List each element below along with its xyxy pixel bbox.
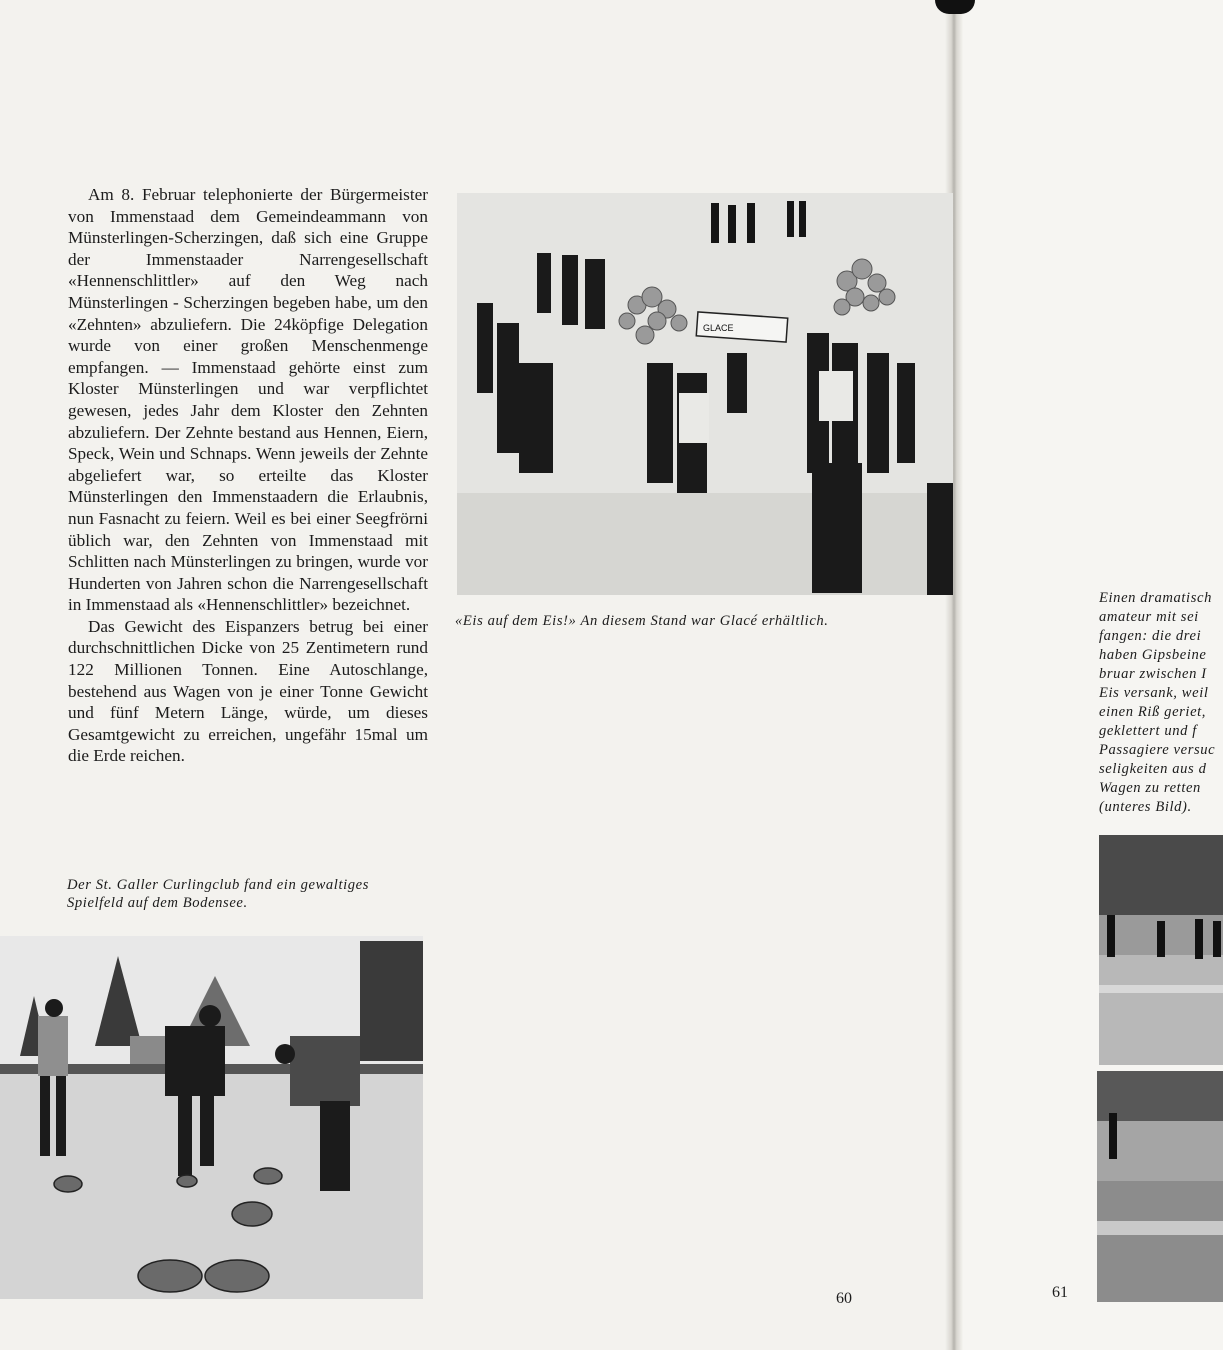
caption-line: Wagen zu retten — [1099, 780, 1201, 796]
caption-right-page — [1099, 589, 1223, 817]
caption-line: amateur mit sei — [1099, 609, 1199, 625]
caption-line: fangen: die drei — [1099, 628, 1202, 644]
caption-line: einen Riß geriet, — [1099, 704, 1207, 720]
caption-line: (unteres Bild). — [1099, 799, 1192, 815]
caption-line: bruar zwischen I — [1099, 666, 1207, 682]
article-body — [68, 184, 428, 767]
photo-curling-players — [0, 936, 423, 1299]
caption-line: haben Gipsbeine — [1099, 647, 1207, 663]
caption-eis-stand: «Eis auf dem Eis!» An diesem Stand war Glacé erhältlich. — [455, 613, 829, 629]
paragraph: Am 8. Februar telephonierte der Bürgermeister von Immenstaad dem Gemeindeammann von Münsterlingen-Scherzingen, daß sich eine Gruppe der Immenstaader Narrengesellschaft «Hennenschlittler» auf den Weg nach Münsterlingen - Scherzingen begeben habe, um den «Zehnten» abzuliefern. Die 24köpfige Delegation wurde von einer großen Menschenmenge empfangen. — Immenstaad gehörte einst zum Kloster Münsterlingen und war verpflichtet gewesen, jedes Jahr dem Kloster den Zehnten abzuliefern. Der Zehnte bestand aus Hennen, Eiern, Speck, Wein und Schnaps. Wenn jeweils der Zehnte abgeliefert war, so erteilte das Kloster Münsterlingen den Immenstaadern die Erlaubnis, nun Fasnacht zu feiern. Weil es bei einer Seegfrörni üblich war, den Zehnten von Immenstaad mit Schlitten nach Münsterlingen zu bringen, wurde vor Hunderten von Jahren schon die Narrengesellschaft in Immenstaad als «Hennenschlittler» bezeichnet. — [68, 185, 428, 615]
page-number-left: 60 — [836, 1290, 852, 1307]
caption-line: Einen dramatisch — [1099, 590, 1212, 606]
photo-ice-stand-crowd — [457, 193, 953, 595]
caption-line: Passagiere versuc — [1099, 742, 1216, 758]
caption-line: geklettert und f — [1099, 723, 1197, 739]
paragraph: Das Gewicht des Eispanzers betrug bei einer durchschnittlichen Dicke von 25 Zentimetern rund 122 Millionen Tonnen. Eine Autoschlange, bestehend aus Wagen von je einer Tonne Gewicht und fünf Metern Länge, würde, um dieses Gesamtgewicht zu erreichen, ungefähr 15mal um die Erde reichen. — [68, 616, 428, 766]
photo-ice-skaters-top — [1099, 835, 1223, 1065]
caption-line: Eis versank, weil — [1099, 685, 1209, 701]
glace-sign-text: GLACE — [703, 323, 734, 333]
caption-line: seligkeiten aus d — [1099, 761, 1207, 777]
page-number-right: 61 — [1052, 1284, 1068, 1301]
photo-ice-skaters-bottom — [1097, 1071, 1223, 1302]
caption-curling: Der St. Galler Curlingclub fand ein gewaltiges Spielfeld auf dem Bodensee. — [67, 877, 370, 911]
